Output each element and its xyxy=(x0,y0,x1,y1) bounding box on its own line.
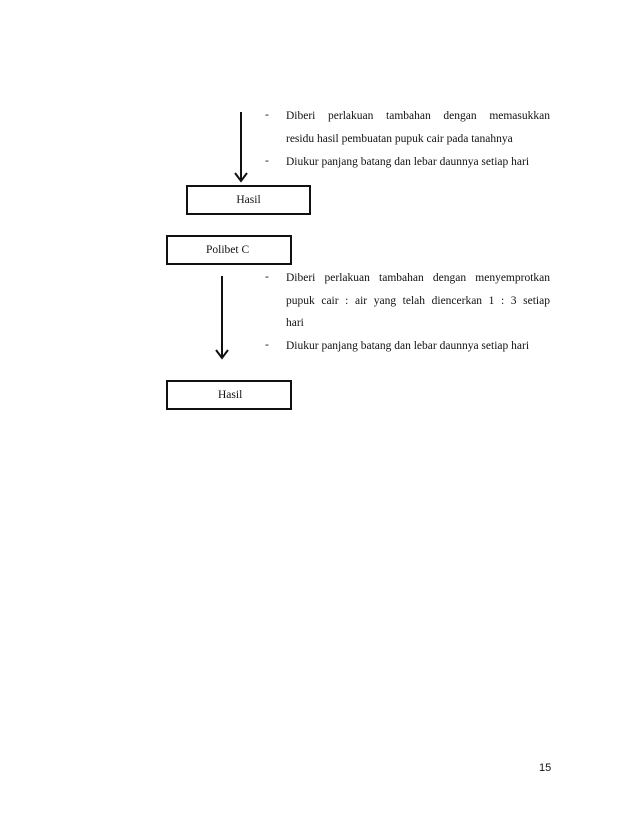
treatment-text-line: pupuk cair : air yang telah diencerkan 1 : 3 setiap xyxy=(286,295,550,307)
treatment-text-line: Diberi perlakuan tambahan dengan memasukkan xyxy=(286,110,550,122)
treatment-text-line: Diberi perlakuan tambahan dengan menyemprotkan xyxy=(286,272,550,284)
page-number: 15 xyxy=(539,762,552,774)
polibet-title: Polibet C xyxy=(206,244,250,256)
result-label: Hasil xyxy=(236,194,261,206)
bullet-dash: - xyxy=(265,109,269,121)
result-box-2 xyxy=(166,380,292,410)
bullet-dash: - xyxy=(265,271,269,283)
result-box-1 xyxy=(186,185,311,215)
arrow-to-hasil-2 xyxy=(216,276,228,358)
bullet-dash: - xyxy=(265,155,269,167)
arrow-to-hasil-1 xyxy=(235,112,247,181)
bullet-dash: - xyxy=(265,339,269,351)
measurement-text-line: Diukur panjang batang dan lebar daunnya setiap hari xyxy=(286,156,530,168)
result-label: Hasil xyxy=(218,389,243,401)
treatment-text-line: residu hasil pembuatan pupuk cair pada tanahnya xyxy=(286,133,513,145)
treatment-text-line: hari xyxy=(286,317,304,329)
polibet-c-box xyxy=(166,235,292,265)
measurement-text-line: Diukur panjang batang dan lebar daunnya setiap hari xyxy=(286,340,530,352)
